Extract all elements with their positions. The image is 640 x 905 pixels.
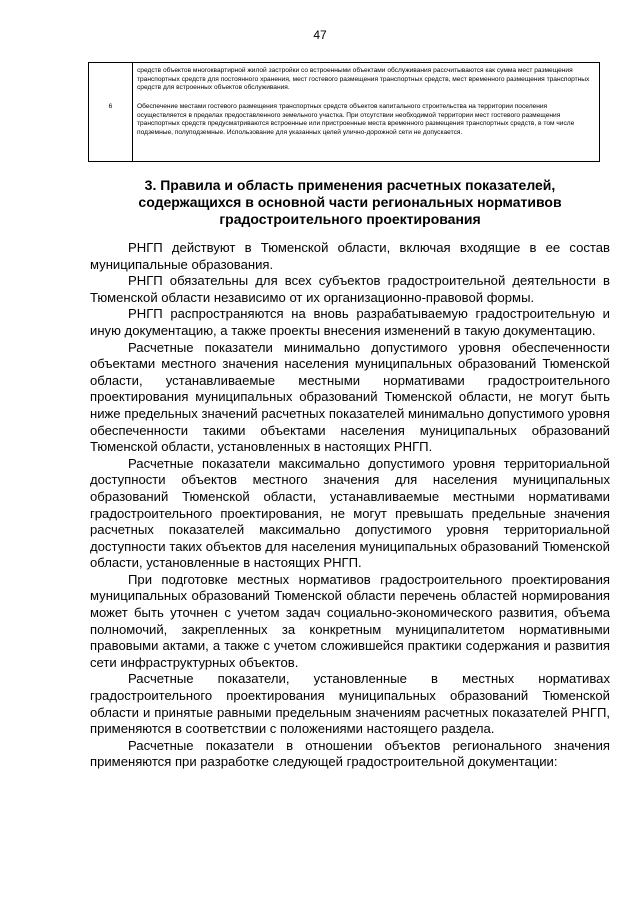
table-column-divider [132, 63, 133, 161]
paragraph: РНГП обязательны для всех субъектов градостроительной деятельности в Тюменской области независимо от их организационно-правовой формы. [90, 273, 610, 305]
paragraph: РНГП распространяются на вновь разрабатываемую градостроительную и иную документацию, а также проекты внесения изменений в такую документацию. [90, 306, 610, 338]
table-row-text: средств объектов многоквартирной жилой застройки со встроенными объектами обслуживания рассчитываются как сумма мест размещения транспортных средств для постоянного хранения, мест гостевого размещения транспортных средств, мест временного размещения транспортных средств для встроенных объектов обслуживания. [137, 67, 590, 92]
paragraph: Расчетные показатели максимально допустимого уровня территориальной доступности объектов местного значения для населения муниципальных образований Тюменской области, устанавливаемые местными нормативами градостроительного проектирования, не могут превышать предельные значения расчетных показателей максимально допустимого уровня территориальной доступности таких объектов для населения муниципальных образований Тюменской области, установленные в настоящих РНГП. [90, 455, 610, 571]
section-heading: 3. Правила и область применения расчетных показателей, содержащихся в основной части региональных нормативов градостроительного проектирования [138, 177, 562, 227]
paragraph: Расчетные показатели минимально допустимого уровня обеспеченности объектами местного значения населения муниципальных образований Тюменской области, устанавливаемые местными нормативами градостроительного проектирования муниципальных образований Тюменской области, не могут быть ниже предельных значений расчетных показателей минимально допустимого уровня обеспеченности такими объектами населения муниципальных образований Тюменской области, установленных в настоящих РНГП. [90, 339, 610, 455]
table-row-text: Обеспечение местами гостевого размещения транспортных средств объектов капитального строительства на территории поселения осуществляется в пределах предоставленного земельного участка. При отсутствии необходимой территории мест гостевого размещения транспортных средств предусматриваются встроенные или пристроенные места временного размещения транспортных средств, в том числе подземные, полуподземные. Использование для указанных целей улично-дорожной сети не допускается. [137, 103, 575, 136]
paragraph: Расчетные показатели в отношении объектов регионального значения применяются при разработке следующей градостроительной документации: [90, 737, 610, 770]
paragraph: При подготовке местных нормативов градостроительного проектирования муниципальных образований Тюменской области перечень областей нормирования может быть уточнен с учетом задач социально-экономического развития, объема полномочий, закрепленных за конкретным муниципалитетом нормативными правовыми актами, а также с учетом сложившейся практики содержания и развития сети инфраструктурных объектов. [90, 571, 610, 670]
table-row-number: 6 [108, 103, 113, 110]
paragraph: Расчетные показатели, установленные в местных нормативах градостроительного проектирования муниципальных образований Тюменской области и принятые равными предельным значениям расчетных показателей РНГП, применяются в соответствии с положениями настоящего раздела. [90, 671, 610, 737]
paragraph: РНГП действуют в Тюменской области, включая входящие в ее состав муниципальные образования. [90, 240, 610, 272]
body-text [90, 240, 610, 771]
table-fragment [88, 62, 600, 162]
page-number: 47 [313, 28, 327, 42]
